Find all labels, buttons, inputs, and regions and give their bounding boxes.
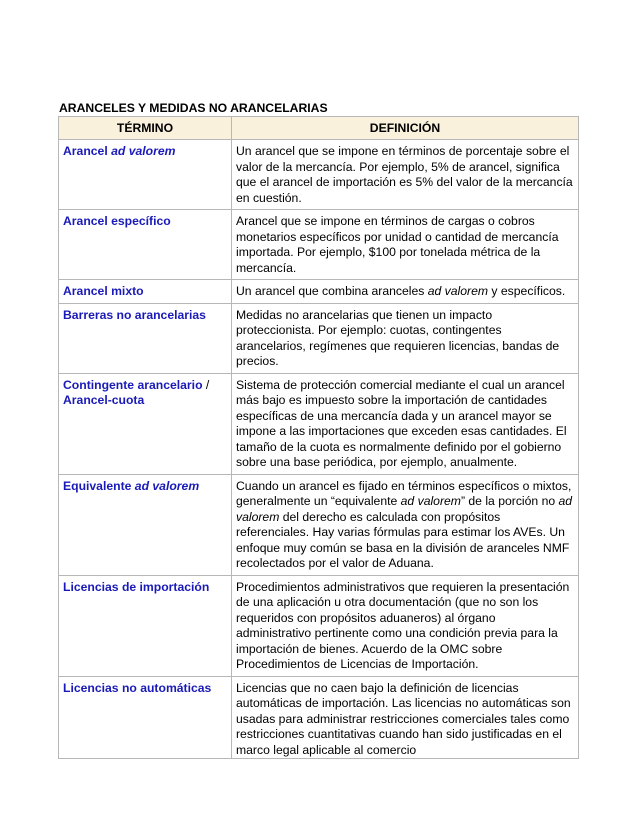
term-cell (59, 303, 232, 373)
table-row (59, 140, 579, 210)
term-cell (59, 474, 232, 575)
definition-text-end: del derecho es calculada con propósitos referenciales. Hay varias fórmulas para estimar los AVEs. Un enfoque muy común se basa en la división de aranceles NMF recolectados por el valor de Aduana. (236, 509, 570, 570)
document-title: ARANCELES Y MEDIDAS NO ARANCELARIAS (59, 101, 328, 115)
definition-text: Sistema de protección comercial mediante el cual un arancel más bajo es impuesto sobre la importación de cantidades específicas de una mercancía dada y un arancel mayor se impone a las importaciones que exceden esas cantidades. El tamaño de la cuota es normalmente definido por el gobierno sobre una base periódica, por ejemplo, anualmente. (236, 377, 567, 469)
definition-text: Medidas no arancelarias que tienen un impacto proteccionista. Por ejemplo: cuotas, contingentes arancelarios, regímenes que requieren licencias, bandas de precios. (236, 307, 560, 368)
definition-cell (232, 280, 579, 304)
definition-cell (232, 474, 579, 575)
term-italic: ad valorem (134, 478, 200, 493)
term-text: Licencias no automáticas (63, 680, 212, 695)
term-italic: ad valorem (111, 144, 176, 158)
term-text: Arancel (63, 144, 112, 158)
table-row (59, 280, 579, 304)
definition-italic: ad valorem (427, 284, 489, 298)
term-cell (59, 280, 232, 304)
definition-italic: ad valorem (400, 494, 461, 508)
definition-cell (232, 140, 579, 210)
term-text: Barreras no arancelarias (63, 307, 206, 322)
definition-cell (232, 575, 579, 676)
header-definition: DEFINICIÓN (232, 117, 579, 140)
term-text: Arancel mixto (63, 284, 144, 298)
header-term: TÉRMINO (59, 117, 232, 140)
table-row (59, 373, 579, 474)
term-cell (59, 373, 232, 474)
definition-italic-2: ad valorem (236, 494, 573, 524)
table-header-row (59, 117, 579, 140)
definition-text: Licencias que no caen bajo la definición de licencias automáticas de importación. Las licencias no automáticas son usadas para administrar restricciones comerciales tales como restricciones cuantitativas cuando han sido justificadas en el marco legal aplicable al comercio (236, 680, 571, 757)
term-cell (59, 210, 232, 280)
definition-text: Cuando un arancel es fijado en términos específicos o mixtos, generalmente un “equivalente (236, 478, 572, 508)
term-text-alt: Arancel-cuota (63, 393, 145, 407)
term-text: Equivalente (63, 478, 135, 493)
term-cell (59, 575, 232, 676)
definition-text: Un arancel que combina aranceles (236, 284, 428, 298)
term-cell (59, 676, 232, 759)
table-row (59, 474, 579, 575)
definition-cell (232, 303, 579, 373)
term-text: Licencias de importación (63, 579, 210, 594)
glossary-table (58, 116, 579, 759)
table-body (59, 140, 579, 759)
term-text: Arancel específico (63, 214, 171, 228)
definition-cell (232, 373, 579, 474)
definition-cell (232, 210, 579, 280)
definition-text-end: y específicos. (488, 284, 566, 298)
table-row (59, 303, 579, 373)
definition-text-mid: ” de la porción no (460, 494, 559, 508)
definition-cell (232, 676, 579, 759)
table-row (59, 676, 579, 759)
definition-text: Un arancel que se impone en términos de porcentaje sobre el valor de la mercancía. Por ejemplo, 5% de arancel, significa que el arancel de importación es 5% del valor de la mercancía en cuestión. (236, 144, 573, 205)
table-row (59, 575, 579, 676)
definition-text: Arancel que se impone en términos de cargas o cobros monetarios específicos por unidad o cantidad de mercancía importada. Por ejemplo, $100 por tonelada métrica de la mercancía. (236, 214, 559, 275)
term-text: Contingente arancelario (63, 377, 206, 392)
definition-text: Procedimientos administrativos que requieren la presentación de una aplicación u otra documentación (que no son los requeridos con propósitos aduaneros) al órgano administrativo pertinente como una condición previa para la importación de bienes. Acuerdo de la OMC sobre Procedimientos de Licencias de Importación. (236, 579, 570, 671)
term-separator: / (205, 377, 210, 392)
table-row (59, 210, 579, 280)
term-cell (59, 140, 232, 210)
